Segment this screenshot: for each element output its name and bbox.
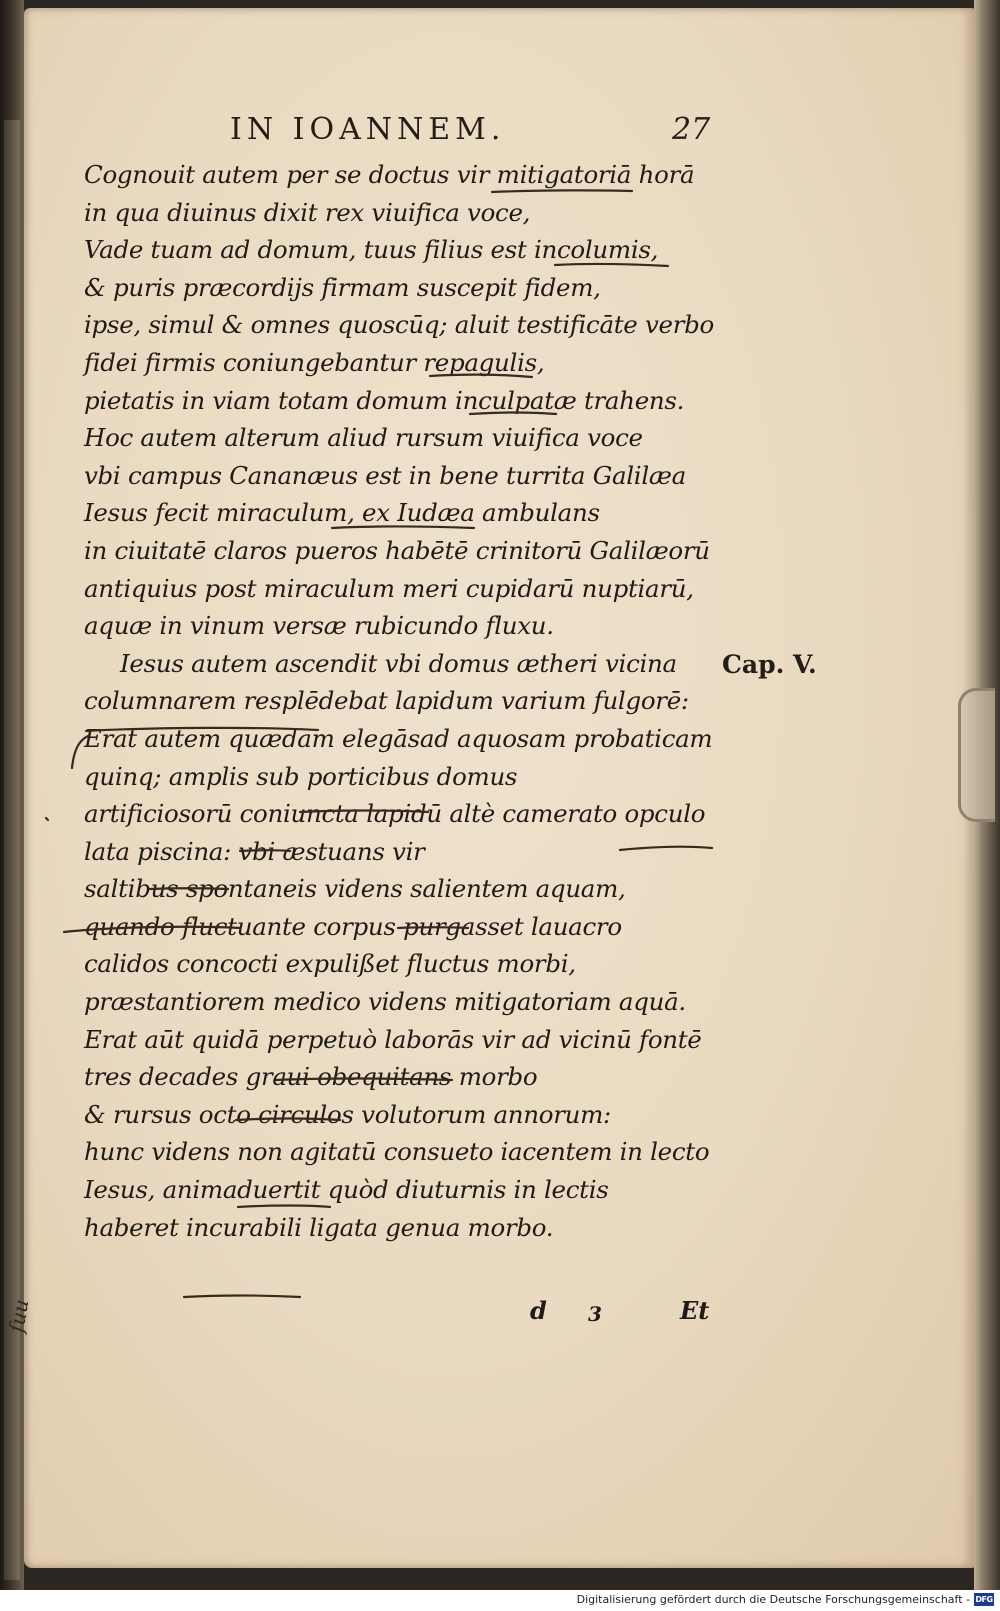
page-number: 27: [672, 112, 711, 147]
text-line: quando fluctuante corpus purgasset lauacro: [84, 911, 622, 941]
text-line: antiquius post miraculum meri cupidarū nuptiarū,: [84, 573, 694, 603]
text-line: & rursus octo circulos volutorum annorum:: [84, 1099, 611, 1129]
running-head: IN IOANNEM.: [230, 112, 506, 147]
body-text: [84, 156, 744, 1246]
text-line: Erat autem quædam elegāsad aquosam probaticam: [84, 723, 713, 753]
text-line: & puris præcordijs firmam suscepit fidem,: [84, 272, 601, 302]
handwritten-margin-scrawl: ſuu: [4, 1297, 34, 1335]
text-line: Iesus fecit miraculum, ex Iudæa ambulans: [84, 498, 600, 528]
book-clasp: [958, 688, 995, 822]
chapter-margin-note: Cap. V.: [722, 650, 817, 679]
text-line: Erat aūt quidā perpetuò laborās vir ad vicinū fontē: [84, 1024, 702, 1054]
text-line: fidei firmis coniungebantur repagulis,: [84, 347, 545, 377]
text-line: tres decades graui obequitans morbo: [84, 1062, 538, 1092]
footer-bar: [0, 1590, 1000, 1611]
dfg-logo: DFG: [975, 1595, 993, 1604]
signature-number: 3: [588, 1302, 602, 1326]
text-line: saltibus spontaneis videns salientem aquam,: [84, 874, 626, 904]
text-line: lata piscina: vbi æstuans vir: [84, 836, 425, 866]
footer-credit: Digitalisierung gefördert durch die Deutsche Forschungsgemeinschaft -: [576, 1593, 970, 1606]
catchword: Et: [680, 1296, 710, 1325]
text-line: præstantiorem medico videns mitigatoriam aquā.: [84, 987, 686, 1017]
text-line: columnarem resplēdebat lapidum varium fulgorē:: [84, 686, 689, 716]
text-line: pietatis in viam totam domum inculpatæ trahens.: [84, 385, 685, 415]
text-line: vbi campus Cananæus est in bene turrita Galilæa: [84, 460, 686, 490]
text-line: ipse, simul & omnes quoscūq; aluit testificāte verbo: [84, 310, 714, 340]
text-line: Vade tuam ad domum, tuus filius est incolumis,: [84, 235, 659, 265]
previous-page-edge: [4, 120, 20, 1580]
text-line: Cognouit autem per se doctus vir mitigatoriā horā: [84, 160, 695, 189]
text-line: calidos concocti expulißet fluctus morbi,: [84, 949, 576, 979]
text-line: Iesus, animaduertit quòd diuturnis in lectis: [84, 1175, 609, 1205]
text-line: Iesus autem ascendit vbi domus ætheri vicina: [120, 648, 677, 678]
text-line: hunc videns non agitatū consueto iacentem in lecto: [84, 1137, 710, 1167]
text-line: in qua diuinus dixit rex viuifica voce,: [84, 197, 531, 227]
text-line: in ciuitatē claros pueros habētē crinitorū Galilæorū: [84, 535, 710, 565]
text-line: haberet incurabili ligata genua morbo.: [84, 1212, 554, 1242]
text-line: artificiosorū coniuncta lapidū altè camerato opculo: [84, 799, 706, 829]
signature-mark: d: [530, 1296, 547, 1325]
text-line: aquæ in vinum versæ rubicundo fluxu.: [84, 611, 554, 641]
text-line: Hoc autem alterum aliud rursum viuifica voce: [84, 423, 643, 453]
text-line: quinq; amplis sub porticibus domus: [84, 761, 518, 791]
